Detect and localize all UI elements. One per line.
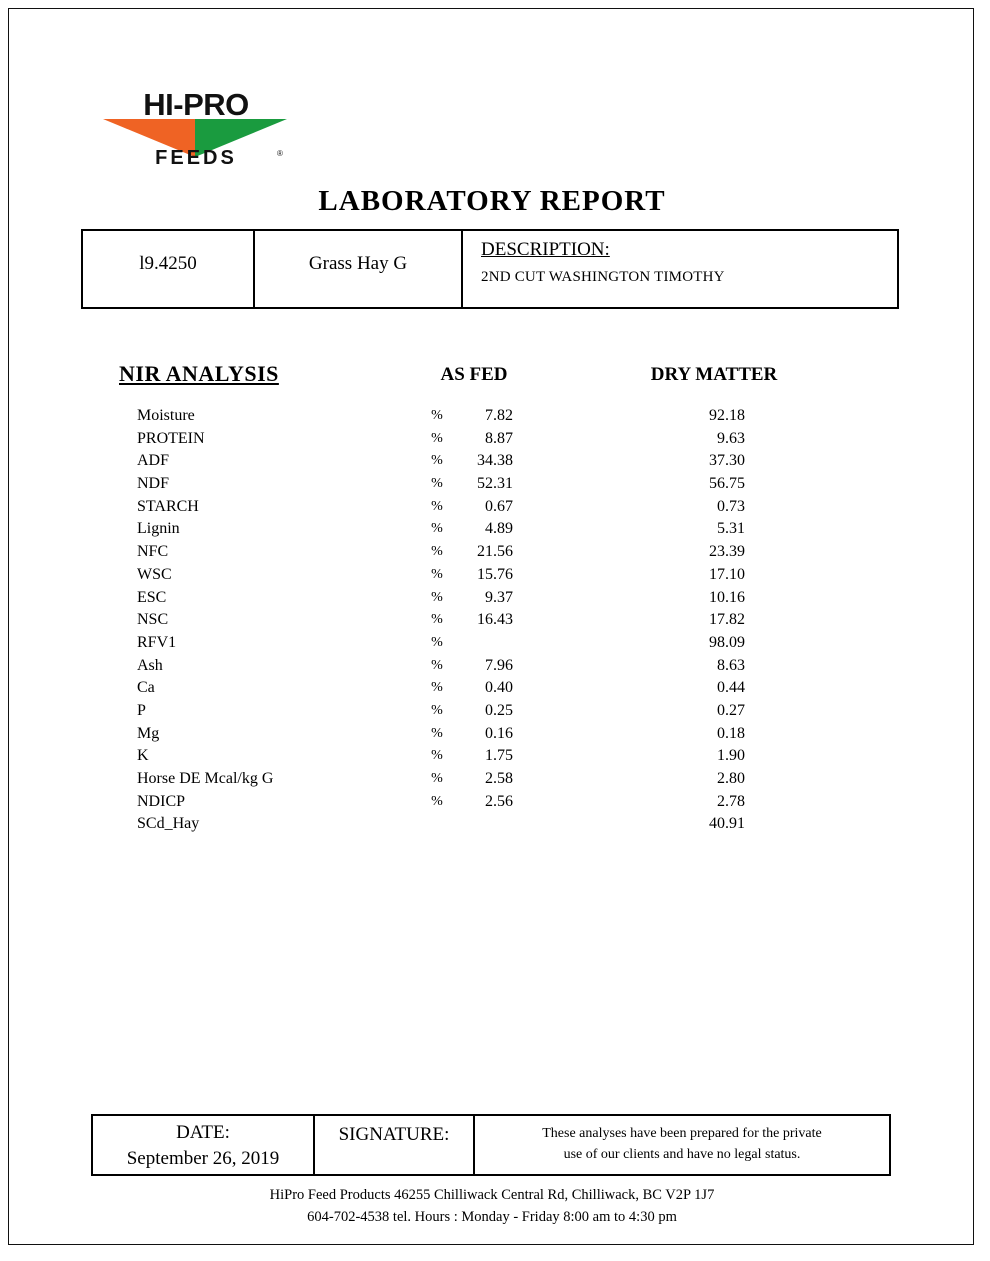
analysis-row xyxy=(9,407,975,430)
analyte-unit: % xyxy=(431,657,443,673)
analyte-dry-matter-value: 56.75 xyxy=(709,475,745,493)
analysis-row xyxy=(9,815,975,838)
analyte-name: NDF xyxy=(137,475,170,493)
analyte-dry-matter-value: 10.16 xyxy=(709,588,745,606)
analysis-row xyxy=(9,589,975,612)
analyte-name: NSC xyxy=(137,611,169,629)
analyte-unit: % xyxy=(431,476,443,492)
analysis-row xyxy=(9,498,975,521)
analyte-dry-matter-value: 5.31 xyxy=(717,520,745,538)
footer-table xyxy=(91,1114,891,1176)
analyte-as-fed-value: 0.67 xyxy=(485,497,513,515)
analyte-unit: % xyxy=(431,725,443,741)
analyte-as-fed-value: 0.16 xyxy=(485,724,513,742)
sample-header-table xyxy=(81,229,899,309)
analyte-dry-matter-value: 40.91 xyxy=(709,815,745,833)
description-value: 2ND CUT WASHINGTON TIMOTHY xyxy=(481,269,725,285)
analyte-as-fed-value: 52.31 xyxy=(477,475,513,493)
sample-type-cell xyxy=(255,231,463,307)
analyte-name: ADF xyxy=(137,452,170,470)
analyte-dry-matter-value: 0.73 xyxy=(717,497,745,515)
analyte-as-fed-value: 7.82 xyxy=(485,407,513,424)
analyte-name: NFC xyxy=(137,543,169,561)
analyte-unit: % xyxy=(431,589,443,605)
analysis-row xyxy=(9,770,975,793)
analyte-as-fed-value: 8.87 xyxy=(485,429,513,447)
nir-analysis-heading: NIR ANALYSIS xyxy=(119,361,279,386)
analysis-row xyxy=(9,793,975,816)
signature-label: SIGNATURE: xyxy=(338,1124,450,1145)
analysis-row xyxy=(9,747,975,770)
analyte-as-fed-value: 0.25 xyxy=(485,701,513,719)
analysis-row xyxy=(9,702,975,725)
analyte-as-fed-value: 2.58 xyxy=(485,770,513,787)
analyte-unit: % xyxy=(431,498,443,514)
analysis-row xyxy=(9,679,975,702)
sample-id-value: l9.4250 xyxy=(139,253,197,274)
analysis-row xyxy=(9,725,975,748)
analysis-row xyxy=(9,657,975,680)
analyte-as-fed-value: 21.56 xyxy=(477,543,513,561)
analyte-unit: % xyxy=(431,793,443,809)
logo-feeds-text: FEEDS xyxy=(155,147,237,169)
analyte-name: K xyxy=(137,747,149,765)
analyte-unit: % xyxy=(431,521,443,537)
analyte-name: ESC xyxy=(137,588,167,606)
analyte-name: Lignin xyxy=(137,520,180,538)
analyte-unit: % xyxy=(431,453,443,469)
description-cell xyxy=(463,231,897,307)
analyte-as-fed-value: 15.76 xyxy=(477,565,513,583)
analyte-dry-matter-value: 37.30 xyxy=(709,452,745,470)
analyte-unit: % xyxy=(431,566,443,582)
analyte-name: PROTEIN xyxy=(137,429,205,447)
analyte-dry-matter-value: 17.82 xyxy=(709,611,745,629)
hipro-feeds-logo xyxy=(101,67,291,175)
analyte-as-fed-value: 16.43 xyxy=(477,611,513,629)
address-line-1: HiPro Feed Products 46255 Chilliwack Central Rd, Chilliwack, BC V2P 1J7 xyxy=(269,1187,715,1203)
disclaimer-line-1: These analyses have been prepared for the private xyxy=(542,1126,822,1141)
analysis-row xyxy=(9,452,975,475)
analyte-dry-matter-value: 2.80 xyxy=(717,770,745,787)
analyte-unit: % xyxy=(431,612,443,628)
analyte-as-fed-value: 2.56 xyxy=(485,792,513,810)
analyte-unit: % xyxy=(431,634,443,650)
analysis-row xyxy=(9,611,975,634)
analyte-as-fed-value: 1.75 xyxy=(485,747,513,765)
analyte-dry-matter-value: 8.63 xyxy=(717,656,745,674)
analysis-row xyxy=(9,475,975,498)
disclaimer-line-2: use of our clients and have no legal status. xyxy=(563,1147,801,1162)
analyte-name: SCd_Hay xyxy=(137,815,200,833)
analyte-dry-matter-value: 1.90 xyxy=(717,747,745,765)
address-line-2: 604-702-4538 tel. Hours : Monday - Friday 8:00 am to 4:30 pm xyxy=(307,1209,677,1225)
analyte-dry-matter-value: 17.10 xyxy=(709,565,745,583)
analyte-dry-matter-value: 0.44 xyxy=(717,679,745,697)
analyte-as-fed-value: 0.40 xyxy=(485,679,513,697)
analyte-dry-matter-value: 0.18 xyxy=(717,724,745,742)
analyte-name: Ca xyxy=(137,679,155,697)
analyte-unit: % xyxy=(431,430,443,446)
analyte-dry-matter-value: 92.18 xyxy=(709,407,745,424)
date-label: DATE: xyxy=(176,1122,230,1143)
logo-brand-text: HI-PRO xyxy=(143,87,249,122)
analyte-dry-matter-value: 9.63 xyxy=(717,429,745,447)
analyte-unit: % xyxy=(431,748,443,764)
analyte-as-fed-value: 9.37 xyxy=(485,588,513,606)
description-label: DESCRIPTION: xyxy=(481,239,610,260)
analysis-row xyxy=(9,543,975,566)
analyte-name: Horse DE Mcal/kg G xyxy=(137,770,274,787)
analysis-row xyxy=(9,634,975,657)
analyte-unit: % xyxy=(431,544,443,560)
analyte-name: Moisture xyxy=(137,407,195,424)
analyte-dry-matter-value: 2.78 xyxy=(717,792,745,810)
date-value: September 26, 2019 xyxy=(126,1148,280,1169)
analyte-dry-matter-value: 98.09 xyxy=(709,633,745,651)
disclaimer-cell xyxy=(475,1116,889,1174)
analyte-name: NDICP xyxy=(137,792,186,810)
date-cell xyxy=(93,1116,315,1174)
analyte-name: WSC xyxy=(137,565,172,583)
sample-id-cell xyxy=(83,231,255,307)
analysis-rows xyxy=(9,407,975,838)
analysis-row xyxy=(9,566,975,589)
logo-trademark-icon: ® xyxy=(277,149,283,158)
analyte-name: Ash xyxy=(137,656,163,674)
analyte-as-fed-value: 34.38 xyxy=(477,452,513,470)
column-header-as-fed: AS FED xyxy=(440,364,508,385)
analyte-as-fed-value: 4.89 xyxy=(485,520,513,538)
analyte-name: RFV1 xyxy=(137,633,177,651)
analyte-unit: % xyxy=(431,771,443,786)
analyte-unit: % xyxy=(431,680,443,696)
analyte-name: STARCH xyxy=(137,497,199,515)
sample-type-value: Grass Hay G xyxy=(308,253,408,274)
analyte-dry-matter-value: 0.27 xyxy=(717,701,745,719)
signature-cell xyxy=(315,1116,475,1174)
column-header-dry-matter: DRY MATTER xyxy=(650,364,778,385)
analyte-name: Mg xyxy=(137,724,160,742)
report-page xyxy=(8,8,974,1245)
analyte-name: P xyxy=(137,701,146,719)
analyte-unit: % xyxy=(431,408,443,423)
analyte-dry-matter-value: 23.39 xyxy=(709,543,745,561)
analysis-row xyxy=(9,520,975,543)
analyte-unit: % xyxy=(431,702,443,718)
page-title: LABORATORY REPORT xyxy=(318,185,666,217)
analyte-as-fed-value: 7.96 xyxy=(485,656,513,674)
analysis-row xyxy=(9,430,975,453)
